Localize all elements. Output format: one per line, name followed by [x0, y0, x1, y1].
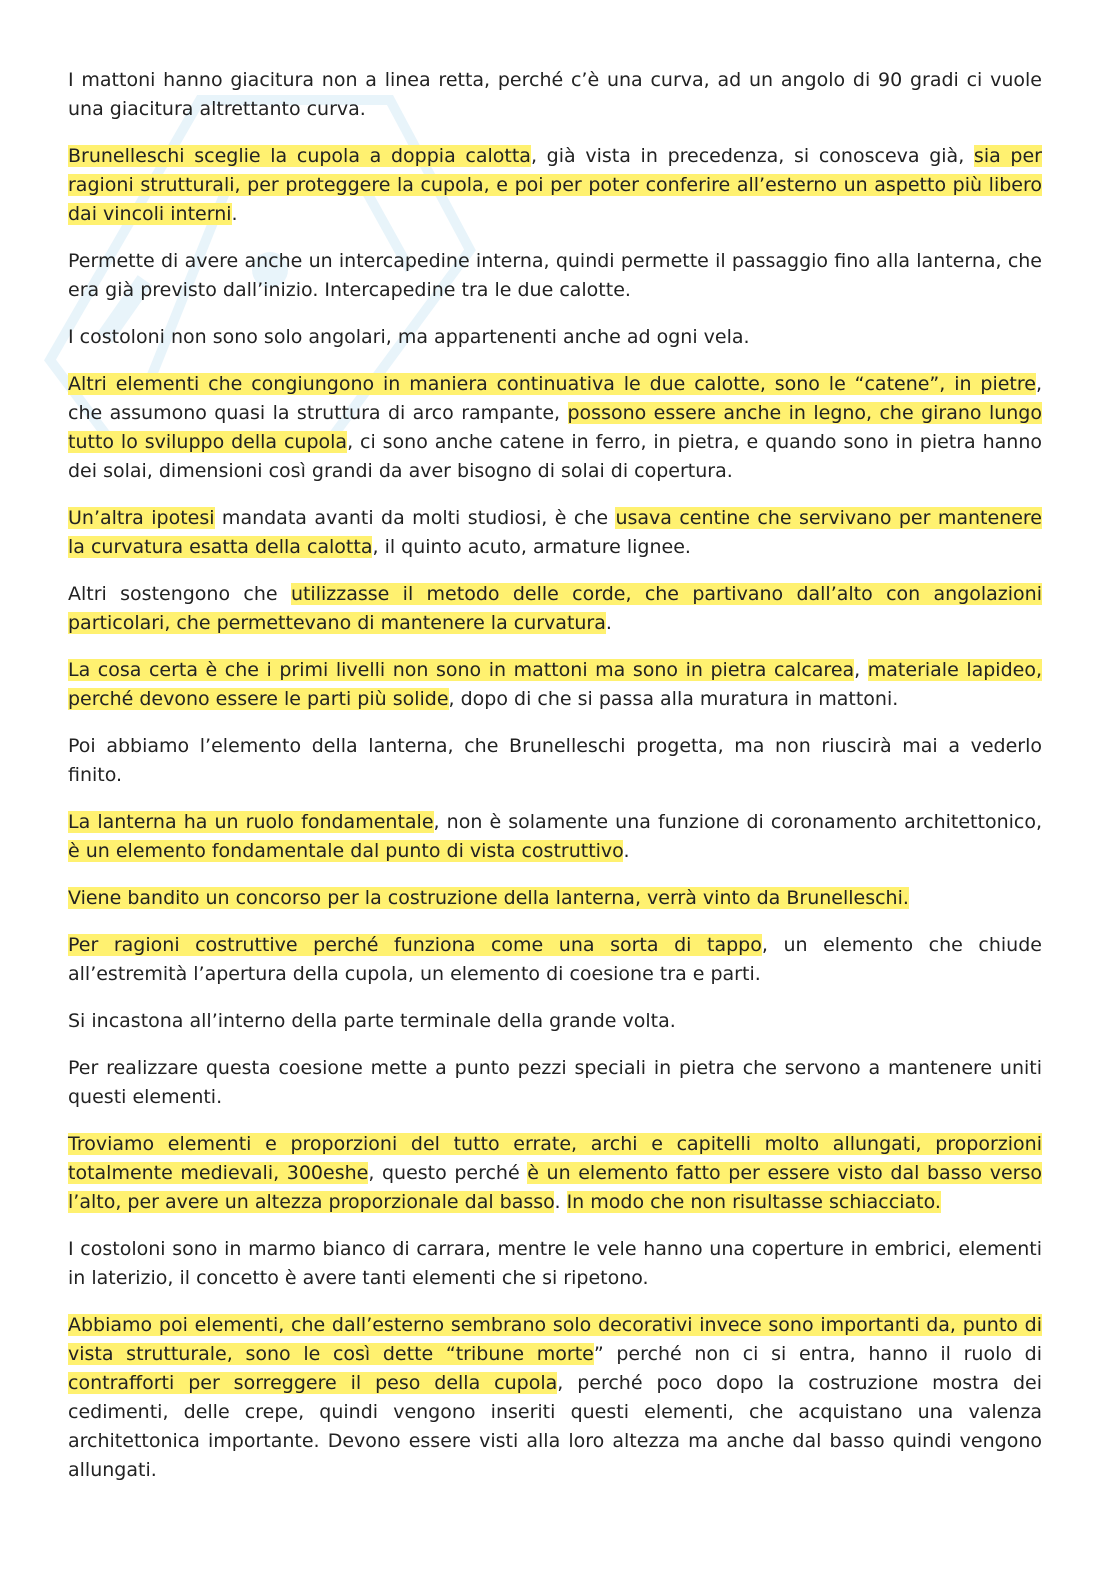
highlighted-text: utilizzasse il metodo delle corde, che partivano dall’alto con angolazioni particolari, che permettevano di mantenere la curvatura — [68, 583, 1042, 634]
highlighted-text: Un’altra ipotesi — [68, 507, 215, 529]
highlighted-text: sia per ragioni strutturali, per proteggere la cupola, e poi per poter conferire all’esterno un aspetto più libero dai vincoli interni — [68, 145, 1042, 225]
paragraph-14 — [68, 1054, 1042, 1112]
body-text: Per realizzare questa coesione mette a punto pezzi speciali in pietra che servono a mantenere uniti questi elementi. — [68, 1057, 1042, 1108]
paragraph-11 — [68, 884, 1042, 913]
body-text: , perché poco dopo la costruzione mostra dei cedimenti, delle crepe, quindi vengono inseriti questi elementi, che acquistano una valenza architettonica importante. Devono essere visti alla loro altezza ma anche dal basso quindi vengono allungati. — [68, 1372, 1042, 1481]
body-text: , dopo di che si passa alla muratura in mattoni. — [448, 688, 899, 710]
body-text: . — [231, 203, 238, 225]
paragraph-13 — [68, 1007, 1042, 1036]
highlighted-text: Viene bandito un concorso per la costruzione della lanterna, verrà vinto da Brunelleschi. — [68, 887, 909, 909]
highlighted-text: La lanterna ha un ruolo fondamentale — [68, 811, 434, 833]
body-text: I costoloni non sono solo angolari, ma appartenenti anche ad ogni vela. — [68, 326, 750, 348]
paragraph-7 — [68, 580, 1042, 638]
paragraph-5 — [68, 370, 1042, 486]
paragraph-16 — [68, 1235, 1042, 1293]
highlighted-text: Altri elementi che congiungono in maniera continuativa le due calotte, sono le “catene”, in pietre — [68, 373, 1036, 395]
paragraph-17 — [68, 1311, 1042, 1485]
body-text: , il quinto acuto, armature lignee. — [372, 536, 691, 558]
highlighted-text: Brunelleschi sceglie la cupola a doppia calotta — [68, 145, 531, 167]
paragraph-15 — [68, 1130, 1042, 1217]
highlighted-text: è un elemento fondamentale dal punto di vista costruttivo — [68, 840, 624, 862]
body-text: , un elemento che chiude all’estremità l’apertura della cupola, un elemento di coesione tra e parti. — [68, 934, 1042, 985]
body-text: Permette di avere anche un intercapedine interna, quindi permette il passaggio fino alla lanterna, che era già previsto dall’inizio. Intercapedine tra le due calotte. — [68, 250, 1042, 301]
body-text: , che assumono quasi la struttura di arco rampante, — [68, 373, 1042, 424]
body-text: , non è solamente una funzione di coronamento architettonico, — [433, 811, 1043, 833]
body-text: , questo perché — [368, 1162, 528, 1184]
body-text: . — [554, 1191, 567, 1213]
highlighted-text: Per ragioni costruttive perché funziona come una sorta di tappo — [68, 934, 762, 956]
paragraph-9 — [68, 732, 1042, 790]
paragraph-12 — [68, 931, 1042, 989]
document-page — [68, 66, 1042, 1503]
body-text: I costoloni sono in marmo bianco di carrara, mentre le vele hanno una coperture in embrici, elementi in laterizio, il concetto è avere tanti elementi che si ripetono. — [68, 1238, 1042, 1289]
paragraph-2 — [68, 142, 1042, 229]
body-text: ” perché non ci si entra, hanno il ruolo di — [593, 1343, 1042, 1365]
body-text: I mattoni hanno giacitura non a linea retta, perché c’è una curva, ad un angolo di 90 gradi ci vuole una giacitura altrettanto curva. — [68, 69, 1042, 120]
highlighted-text: possono essere anche in legno, che girano lungo tutto lo sviluppo della cupola — [68, 402, 1042, 453]
highlighted-text: contrafforti per sorreggere il peso della cupola — [68, 1372, 558, 1394]
body-text: , ci sono anche catene in ferro, in pietra, e quando sono in pietra hanno dei solai, dimensioni così grandi da aver bisogno di solai di copertura. — [68, 431, 1042, 482]
paragraph-8 — [68, 656, 1042, 714]
paragraph-1 — [68, 66, 1042, 124]
body-text: , già vista in precedenza, si conosceva già, — [530, 145, 974, 167]
body-text: Poi abbiamo l’elemento della lanterna, che Brunelleschi progetta, ma non riuscirà mai a vederlo finito. — [68, 735, 1042, 786]
highlighted-text: Abbiamo poi elementi, che dall’esterno sembrano solo decorativi invece sono importanti da, punto di vista strutturale, sono le così dette “tribune morte — [68, 1314, 1042, 1365]
paragraph-10 — [68, 808, 1042, 866]
highlighted-text: Troviamo elementi e proporzioni del tutto errate, archi e capitelli molto allungati, proporzioni totalmente medievali, 300eshe — [68, 1133, 1042, 1184]
paragraph-4 — [68, 323, 1042, 352]
body-text: Si incastona all’interno della parte terminale della grande volta. — [68, 1010, 676, 1032]
highlighted-text: In modo che non risultasse schiacciato. — [566, 1191, 941, 1213]
paragraph-6 — [68, 504, 1042, 562]
body-text: . — [605, 612, 612, 634]
highlighted-text: La cosa certa è che i primi livelli non sono in mattoni ma sono in pietra calcarea — [68, 659, 855, 681]
body-text: . — [623, 840, 630, 862]
paragraph-3 — [68, 247, 1042, 305]
highlighted-text: è un elemento fatto per essere visto dal basso verso l’alto, per avere un altezza proporzionale dal basso — [68, 1162, 1042, 1213]
body-text: Altri sostengono che — [68, 583, 291, 605]
highlighted-text: usava centine che servivano per mantenere la curvatura esatta della calotta — [68, 507, 1042, 558]
body-text: , — [854, 659, 868, 681]
highlighted-text: materiale lapideo, perché devono essere le parti più solide — [68, 659, 1043, 710]
body-text: mandata avanti da molti studiosi, è che — [214, 507, 616, 529]
